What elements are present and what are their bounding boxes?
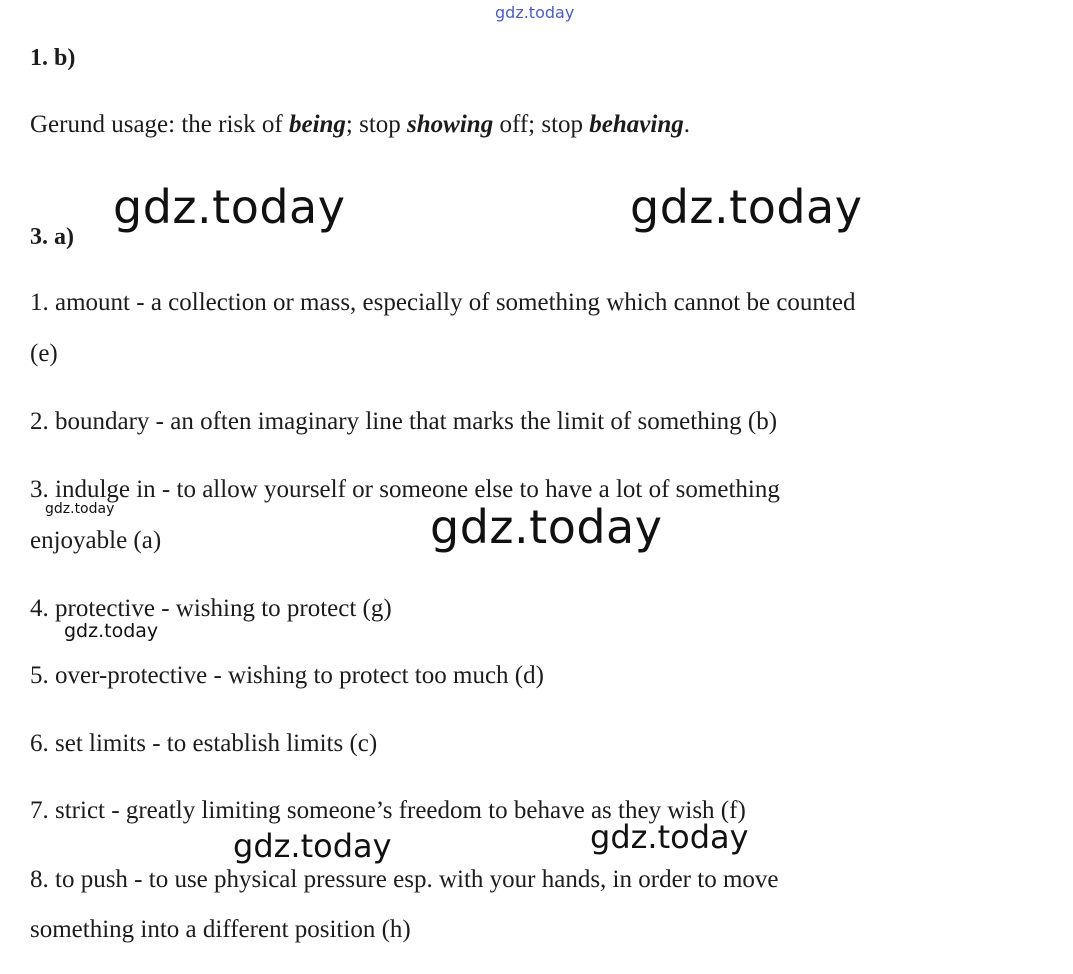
list-item-1-line2: (e) xyxy=(30,340,58,367)
list-item-8-line2: something into a different position (h) xyxy=(30,916,411,943)
list-item-1-line1: 1. amount - a collection or mass, especially of something which cannot be counted xyxy=(30,289,856,316)
list-item-3-line2: enjoyable (a) xyxy=(30,527,162,554)
list-item-8-line1: 8. to push - to use physical pressure esp. with your hands, in order to move xyxy=(30,866,779,893)
text-segment: Gerund usage: the risk of xyxy=(30,111,289,138)
watermark-top: gdz.today xyxy=(495,3,575,22)
watermark-c: gdz.today xyxy=(45,501,115,517)
gerund-being: being xyxy=(288,111,346,138)
list-item-7: 7. strict - greatly limiting someone’s freedom to behave as they wish (f) xyxy=(30,797,746,824)
text-segment: off; stop xyxy=(493,111,590,138)
list-item-6: 6. set limits - to establish limits (c) xyxy=(30,730,378,757)
watermark-d: gdz.today xyxy=(430,500,663,554)
list-item-5: 5. over-protective - wishing to protect too much (d) xyxy=(30,662,544,689)
section-1-text xyxy=(30,110,690,140)
gerund-behaving: behaving xyxy=(589,111,684,138)
list-item-3-line1: 3. indulge in - to allow yourself or someone else to have a lot of something xyxy=(30,476,780,503)
watermark-a: gdz.today xyxy=(113,180,346,234)
gerund-showing: showing xyxy=(407,111,494,138)
list-item-2: 2. boundary - an often imaginary line that marks the limit of something (b) xyxy=(30,408,778,435)
watermark-f: gdz.today xyxy=(233,827,392,865)
watermark-b: gdz.today xyxy=(630,180,863,234)
list-item-4: 4. protective - wishing to protect (g) xyxy=(30,595,392,622)
section-1-heading: 1. b) xyxy=(30,45,76,71)
watermark-e: gdz.today xyxy=(64,620,159,642)
text-segment: . xyxy=(683,111,690,138)
watermark-g: gdz.today xyxy=(590,818,749,856)
section-3-heading: 3. a) xyxy=(30,224,74,250)
text-segment: ; stop xyxy=(345,111,408,138)
